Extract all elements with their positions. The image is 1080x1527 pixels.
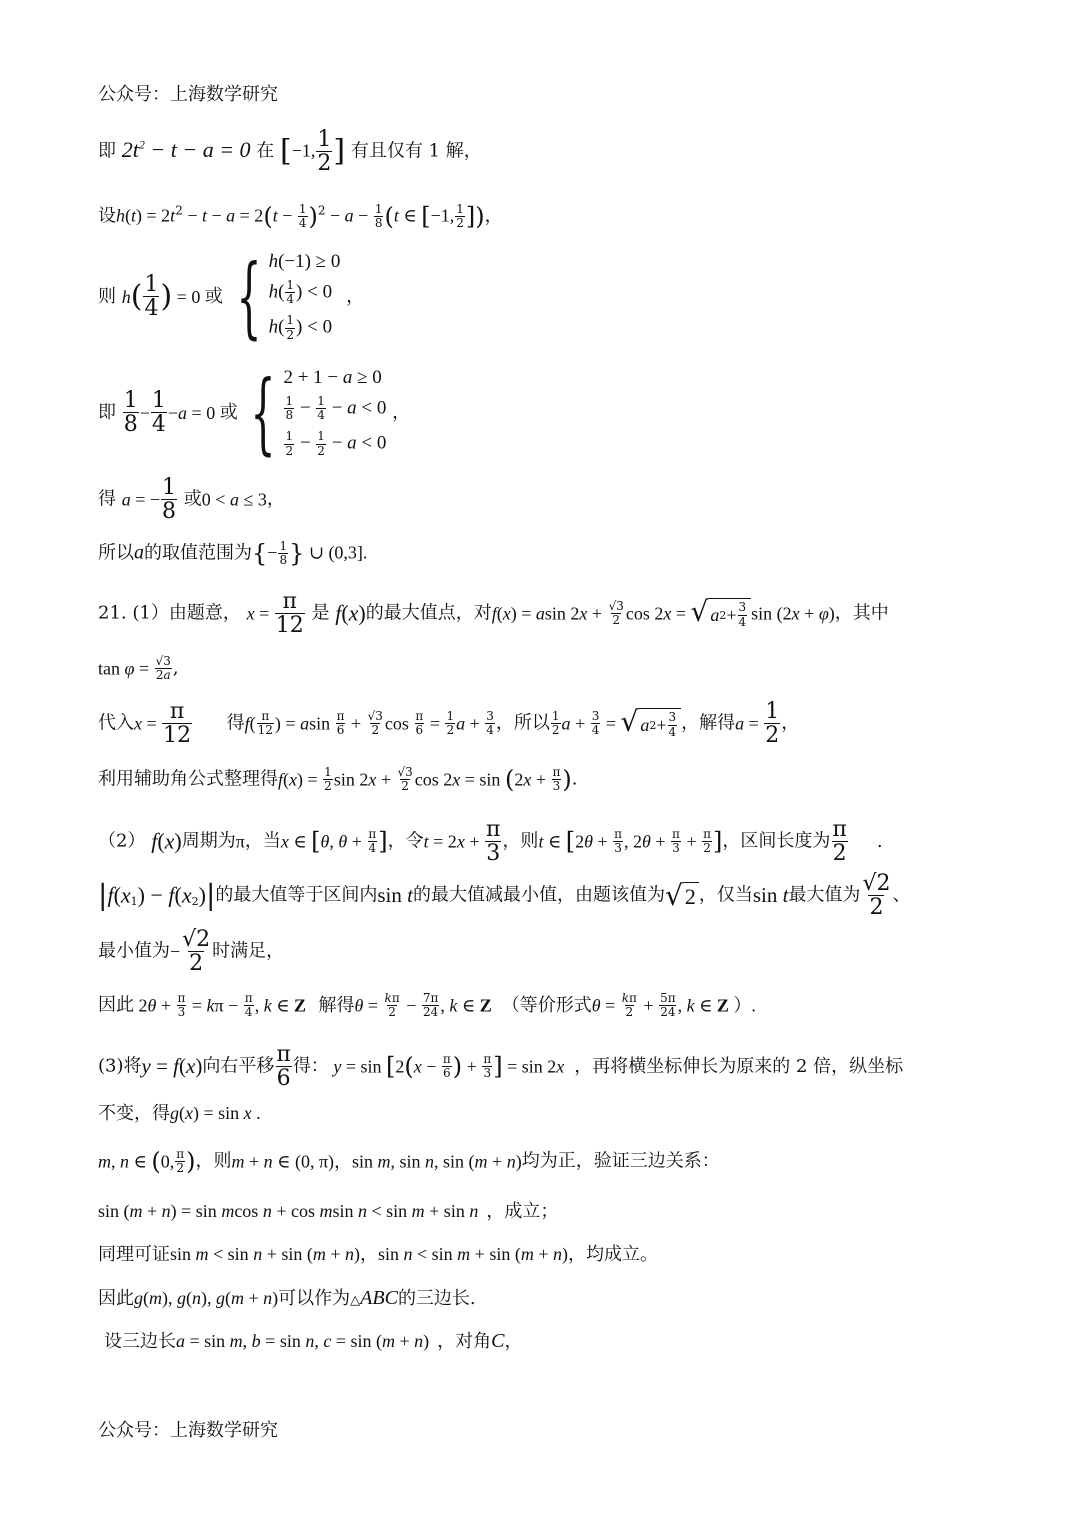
line-g-definition: 不变，得g(x) = sin x . xyxy=(98,1103,261,1124)
line-max-diff: $|f(x_1) - f(x_2)|$的最大值等于区间内sin t的最大值减最小值，由题该值为 √ 2 ，仅当sin t最大值为 $\frac{√2}{2}$ 、 xyxy=(98,871,911,921)
line-evaluated-system: 即 $\frac{1}{8}$ − $\frac{1}{4}$ −a = 0 或 { 2 + 1 − a ≥ 0 $\frac{1}{8}$ − $\frac{1}{4}$ − a < 0 $\frac{1}{2}$ − $\frac{1}{2}$ − a < 0 ， xyxy=(98,360,411,464)
page-header: 公众号：上海数学研究 xyxy=(98,84,278,105)
line-theta-solution: 因此 2θ + $\frac{\pi}{3}$ = kπ − $\frac{\pi}{4}$ , k ∈ Z 解得θ = $\frac{k\pi}{2}$ − $\frac{7\pi}{24}$ , k ∈ Z （等价形式θ = $\frac{k\pi}{2}$ + $\frac{5\pi}{24}$ , k ∈ Z ）. xyxy=(98,991,756,1020)
line-condition-system: 则 h( $\frac{1}{4}$ ) = 0 或 { h(−1) ≥ 0 h( $\frac{1}{4}$ ) < 0 h( $\frac{1}{2}$ ) < 0 ， xyxy=(98,244,365,348)
line-q21-part3: (3)将y = f(x)向右平移 $\frac{\pi}{6}$ 得： y = sin [2(x − $\frac{\pi}{6}$ ) + $\frac{\pi}{3}$ ] = sin 2x ，再将横坐标伸长为原来的 2 倍，纵坐标 xyxy=(98,1042,904,1092)
line-triangle-ineq: sin (m + n) = sin mcos n + cos msin n < sin m + sin n ，成立； xyxy=(98,1201,559,1222)
line-min-value: 最小值为− $\frac{√2}{2}$ 时满足， xyxy=(98,927,285,977)
line-tan-phi: tan φ = $\frac{√3}{2a}$ , xyxy=(98,654,179,683)
line-set-sides: 设三边长a = sin m, b = sin n, c = sin (m + n) ，对角C， xyxy=(104,1330,523,1352)
page-footer: 公众号：上海数学研究 xyxy=(98,1420,278,1441)
line-q21-part1: 21. (1）由题意， x = $\frac{\pi}{12}$ 是 f(x)的最大值点，对f(x) = asin 2x + $\frac{√3}{2}$ cos 2x = √ a 2 + $\frac{3}{4}$ sin (2x + φ)，其中 xyxy=(98,589,889,639)
line-result-a: 得 a = − $\frac{1}{8}$ 或0 < a ≤ 3， xyxy=(98,475,285,525)
line-q21-part2: （2） f(x)周期为π，当x ∈ [θ, θ + $\frac{\pi}{4}$ ]，令t = 2x + $\frac{\pi}{3}$ ，则t ∈ [2θ + $\frac{\pi}{3}$ , 2θ + $\frac{\pi}{3}$ + $\frac{\pi}{2}$ ]，区间长度为 $\frac{\pi}{2}$ . xyxy=(98,817,883,867)
line-triangle-sides: 因此g(m), g(n), g(m + n)可以作为△ABC的三边长. xyxy=(98,1287,476,1309)
line-substitute: 代入x = $\frac{\pi}{12}$ 得f( $\frac{\pi}{12}$ ) = asin $\frac{\pi}{6}$ + $\frac{√3}{2}$ cos $\frac{\pi}{6}$ = $\frac{1}{2}$ a + $\frac{3}{4}$ ，所以 $\frac{1}{2}$ a + $\frac{3}{4}$ = √ a 2 + $\frac{3}{4}$ ，解得a = $\frac{1}{2}$ ， xyxy=(98,699,800,749)
line-range-a: 所以a的取值范围为{− $\frac{1}{8}$ } ∪ (0,3]. xyxy=(98,539,368,568)
line-aux-angle: 利用辅助角公式整理得f(x) = $\frac{1}{2}$ sin 2x + $\frac{√3}{2}$ cos 2x = sin (2x + $\frac{\pi}{3}$ ). xyxy=(98,765,578,794)
line-mn-range: m, n ∈ (0, $\frac{\pi}{2}$ )，则m + n ∈ (0, π)，sin m, sin n, sin (m + n)均为正，验证三边关系： xyxy=(98,1147,720,1176)
line-define-h: 设$h(t) = 2t^2 - t - a = 2(t$ − $\frac{1}{4}$ )$^2$ − a − $\frac{1}{8}$ (t ∈ [−1, $\frac{1}{2}$ ])， xyxy=(98,202,503,231)
text-ji: 即 xyxy=(98,140,116,162)
line-equation-interval: 即 $2t^2 - t - a = 0$ 在 [−1, $\frac{1}{2}$ ] 有且仅有 1 解， xyxy=(98,127,482,177)
line-similar-proof: 同理可证sin m < sin n + sin (m + n)，sin n < sin m + sin (m + n)，均成立。 xyxy=(98,1244,658,1265)
